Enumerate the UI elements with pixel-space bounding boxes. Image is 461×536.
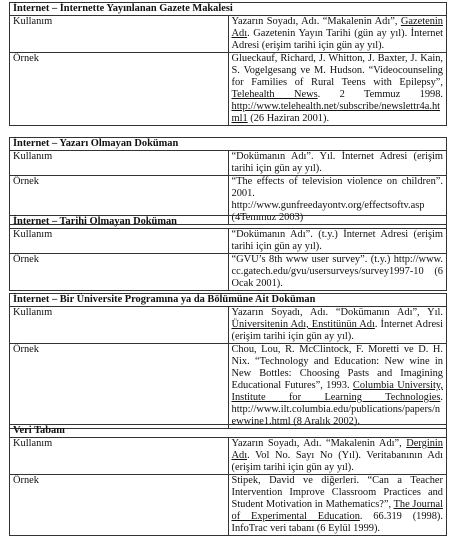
text-run: (26 Haziran 2001). (247, 113, 330, 124)
row-value (228, 53, 447, 126)
row-value (228, 438, 447, 475)
row-value (228, 151, 447, 176)
row-label: Kullanım (10, 229, 229, 254)
underlined-text: Gazetenin Adı (231, 16, 443, 39)
citation-block-no-date (9, 215, 447, 291)
text-run: . Vol No. Sayı No (Yıl). Veritabanının Adı (erişim tarihi için gün ay yıl). (231, 450, 443, 473)
text-run: Yazarın Soyadı, Adı. “Makalenin Adı”, (231, 438, 407, 449)
block-title: İnternet – İnternette Yayınlanan Gazete Makalesi (10, 3, 447, 16)
text-run: Chou, Lou, R. McClintock, F. Moretti ve D. H. Nix. “Technology and Education: New wine in New Bottles: Choosing Pasts and Imagining Educational Futures”, 1993. (231, 344, 443, 391)
text-run: Glueckauf, Richard, J. Whitton, J. Baxter, J. Kain, S. Vogelgesang ve M. Hudson. “Videocounseling for Families of Rural Teens with Epilepsy”, (231, 53, 443, 88)
text-run: . Gazetenin Yayın Tarihi (gün ay yıl). İnternet Adresi (erişim tarihi için gün ay yıl). (231, 28, 443, 51)
underlined-text: The Journal of Experimental Education (231, 499, 443, 522)
text-run: . İnternet Adresi (erişim tarihi için gün ay yıl). (231, 319, 443, 342)
row-value (228, 475, 447, 536)
underlined-text: Üniversitenin Adı, Enstitünün Adı (231, 319, 375, 330)
row-value (228, 254, 447, 291)
row-label: Örnek (10, 254, 229, 291)
row-value (228, 344, 447, 429)
text-run: “Dokümanın Adı”. (t.y.) İnternet Adresi (erişim tarihi için gün ay yıl). (231, 229, 443, 252)
citation-block-university (9, 293, 447, 429)
underlined-text: Derginin Adı (231, 438, 443, 461)
citation-block-newspaper (9, 2, 447, 126)
text-run: “The effects of television violence on children”. 2001. http://www.gunfreedayontv.org/effectsoftv.asp (4Temmuz 2003) (231, 176, 443, 223)
block-title: İnternet – Bir Üniversite Programına ya da Bölümüne Ait Doküman (10, 294, 447, 307)
row-label: Örnek (10, 176, 229, 225)
text-run: Yazarın Soyadı, Adı. “Makalenin Adı”, (231, 16, 401, 27)
text-run: . 2 Temmuz 1998. (317, 89, 443, 100)
row-label: Kullanım (10, 151, 229, 176)
text-run: “GVU’s 8th www user survey”. (t.y.) http://www. cc.gatech.edu/gvu/usersurveys/survey1997-10 (6 Ocak 2001). (231, 254, 443, 289)
text-run: Stipek, David ve diğerleri. “Can a Teacher Intervention Improve Classroom Practices and Student Motivation in Mathematics?”, (231, 475, 443, 510)
block-title: İnternet – Yazarı Olmayan Doküman (10, 138, 447, 151)
row-label: Örnek (10, 344, 229, 429)
url-link[interactable]: http://www.telehealth.net/subscribe/newslettr4a.html1 (231, 101, 441, 124)
row-value (228, 229, 447, 254)
row-label: Örnek (10, 475, 229, 536)
text-run: . 66.319 (1998). InfoTrac veri tabanı (6 Eylül 1999). (231, 511, 443, 534)
row-label: Kullanım (10, 16, 229, 53)
row-value (228, 16, 447, 53)
row-label: Kullanım (10, 307, 229, 344)
text-run: Yazarın Soyadı, Adı. “Dokümanın Adı”, Yıl. (231, 307, 443, 318)
underlined-text: Columbia University, Institute for Learning Technologies (231, 380, 443, 403)
text-run: . http://www.ilt.columbia.edu/publications/papers/newwine1.html (8 Aralık 2002). (231, 392, 443, 427)
row-label: Kullanım (10, 438, 229, 475)
row-value (228, 307, 447, 344)
citation-block-no-author (9, 137, 447, 225)
citation-block-database (9, 424, 447, 536)
row-label: Örnek (10, 53, 229, 126)
block-title: Veri Tabanı (10, 425, 447, 438)
underlined-text: Telehealth News (231, 89, 318, 100)
text-run: “Dokümanın Adı”. Yıl. İnternet Adresi (erişim tarihi için gün ay yıl). (231, 151, 443, 174)
block-title: İnternet – Tarihi Olmayan Doküman (10, 216, 447, 229)
